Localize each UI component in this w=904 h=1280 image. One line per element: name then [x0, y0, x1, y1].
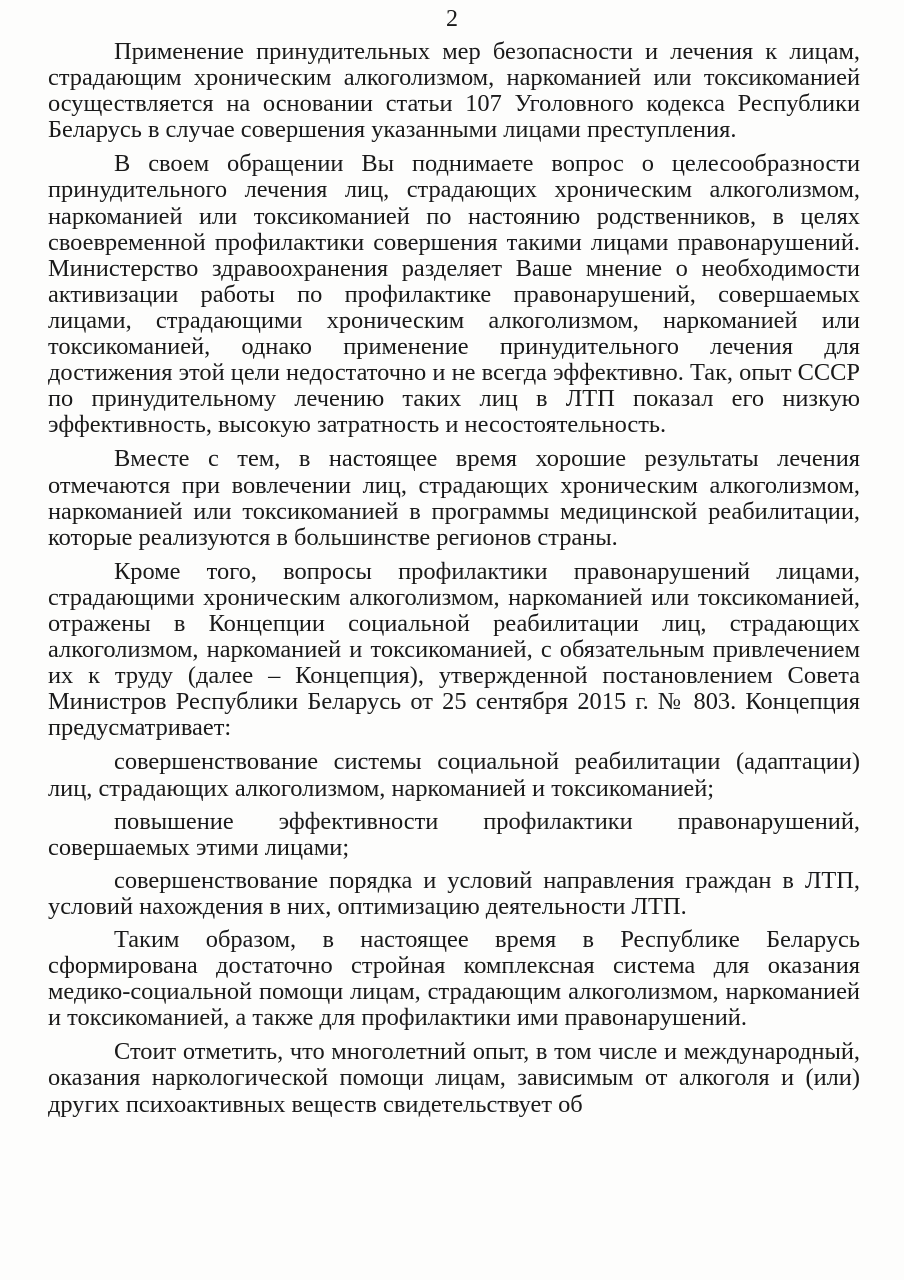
- paragraph-conclusion: Таким образом, в настоящее время в Республике Беларусь сформирована достаточно стройная комплексная система для оказания медико-социальной помощи лицам, страдающим алкоголизмом, наркоманией и токсикоманией, а также для профилактики ими правонарушений.: [48, 926, 860, 1032]
- paragraph-rehabilitation-results: Вместе с тем, в настоящее время хорошие результаты лечения отмечаются при вовлечении лиц, страдающих хроническим алкоголизмом, наркоманией или токсикоманией в программы медицинской реабилитации, которые реализуются в большинстве регионов страны.: [48, 445, 860, 551]
- paragraph-concept: Кроме того, вопросы профилактики правонарушений лицами, страдающими хроническим алкоголизмом, наркоманией или токсикоманией, отражены в Концепции социальной реабилитации лиц, страдающих алкоголизмом, наркоманией и токсикоманией, с обязательным привлечением их к труду (далее – Концепция), утвержденной постановлением Совета Министров Республики Беларусь от 25 сентября 2015 г. № 803. Концепция предусматривает:: [48, 557, 860, 742]
- paragraph-international-experience: Стоит отметить, что многолетний опыт, в том числе и международный, оказания наркологической помощи лицам, зависимым от алкоголя и (или) других психоактивных веществ свидетельствует об: [48, 1038, 860, 1118]
- document-body: [48, 39, 860, 1118]
- concept-item-prevention: повышение эффективности профилактики правонарушений, совершаемых этими лицами;: [48, 807, 860, 861]
- concept-item-social-rehabilitation: совершенствование системы социальной реабилитации (адаптации) лиц, страдающих алкоголизмом, наркоманией и токсикоманией;: [48, 748, 860, 802]
- concept-item-ltp: совершенствование порядка и условий направления граждан в ЛТП, условий нахождения в них, оптимизацию деятельности ЛТП.: [48, 866, 860, 920]
- paragraph-compulsory-measures: Применение принудительных мер безопасности и лечения к лицам, страдающим хроническим алкоголизмом, наркоманией или токсикоманией осуществляется на основании статьи 107 Уголовного кодекса Республики Беларусь в случае совершения указанными лицами преступления.: [48, 38, 860, 144]
- page-number: 2: [446, 6, 458, 32]
- paragraph-appeal-question: В своем обращении Вы поднимаете вопрос о целесообразности принудительного лечения лиц, страдающих хроническим алкоголизмом, наркоманией или токсикоманией по настоянию родственников, в целях своевременной профилактики совершения такими лицами правонарушений. Министерство здравоохранения разделяет Ваше мнение о необходимости активизации работы по профилактике правонарушений, совершаемых лицами, страдающими хроническим алкоголизмом, наркоманией или токсикоманией, однако применение принудительного лечения для достижения этой цели недостаточно и не всегда эффективно. Так, опыт СССР по принудительному лечению таких лиц в ЛТП показал его низкую эффективность, высокую затратность и несостоятельность.: [48, 150, 860, 439]
